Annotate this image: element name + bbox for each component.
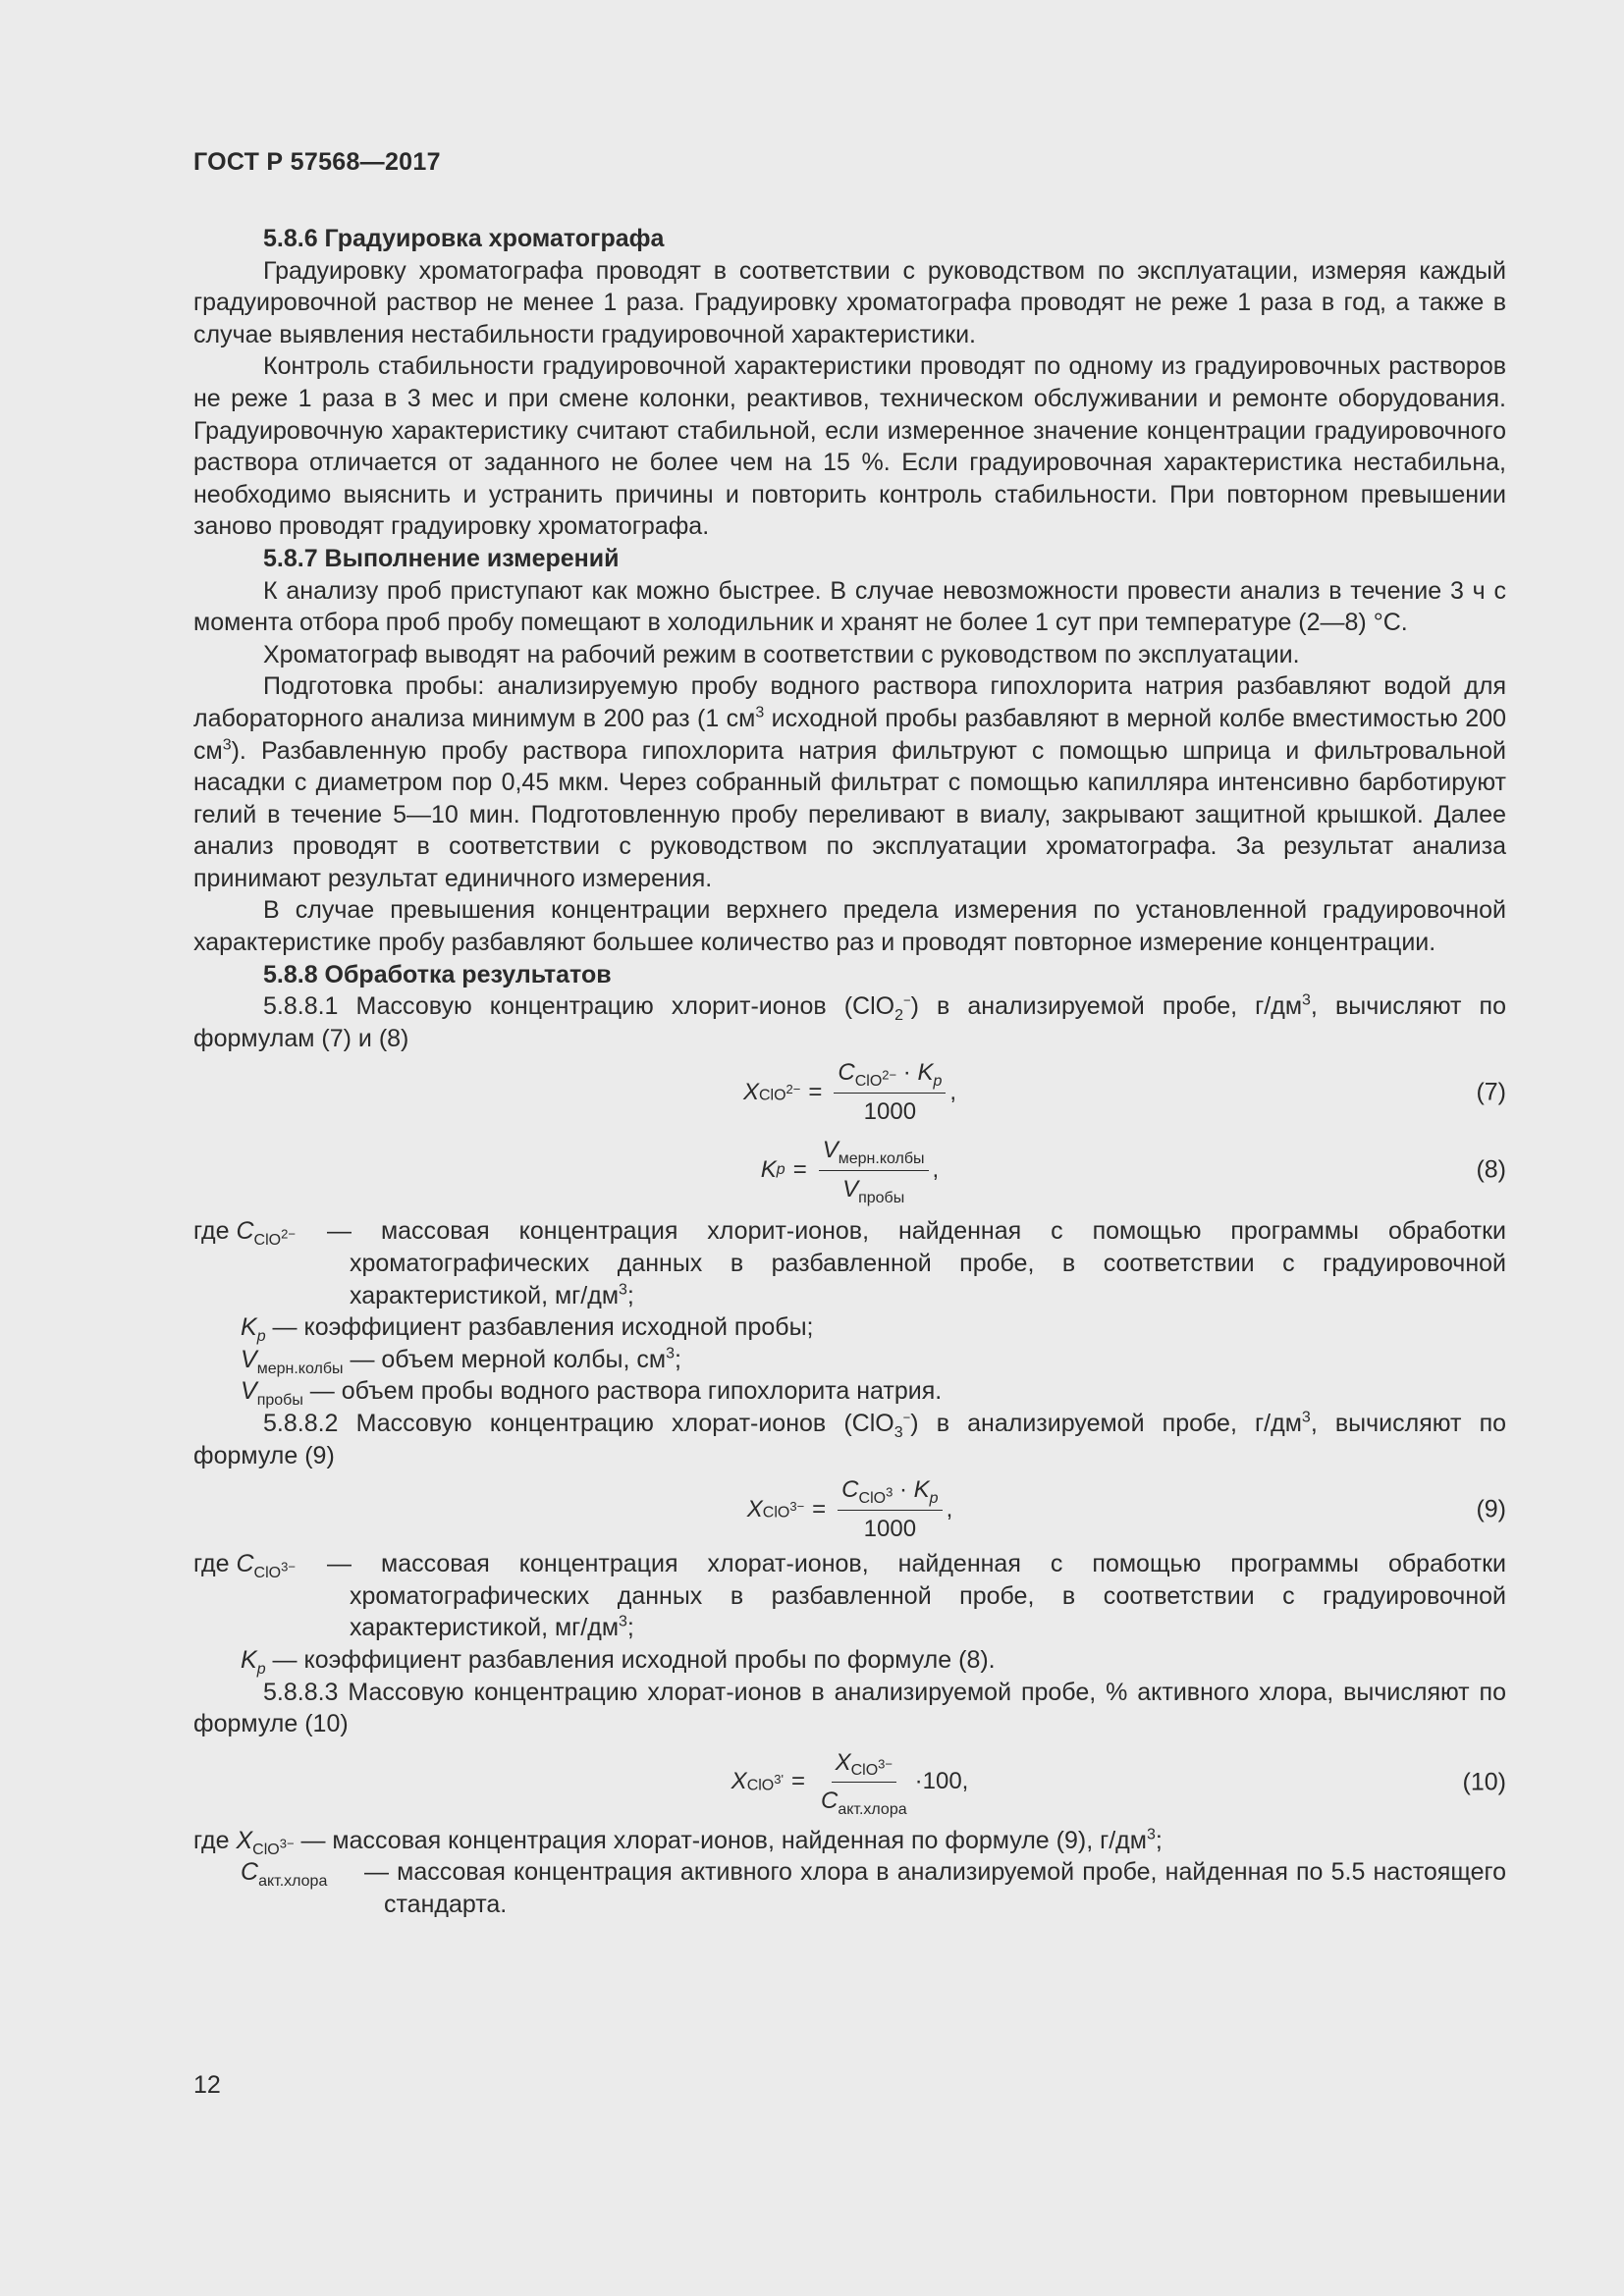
definition-v-flask: $V_{мерн.колбы}$ — объем мерной колбы, $см^3$;: [241, 1345, 681, 1377]
definition-kp: $K_p$ — коэффициент разбавления исходной пробы;: [241, 1313, 814, 1346]
formula-9: X ClO$_3$− = $\frac{C_{ClO_3} \cdot K_p}{1000}$ , (9): [193, 1471, 1506, 1548]
paragraph: Градуировку хроматографа проводят в соответствии с руководством по эксплуатации, измеряя каждый градуировочной раствор не менее 1 раза. Градуировку хроматографа проводят не реже 1 раза в год, а также в случае выявления нестабильности градуировочной характеристики.: [193, 256, 1506, 348]
equation-number: (7): [1476, 1079, 1506, 1107]
formula-10: X ClO$_3$' = $\frac{X_{ClO_3^-}}{C_{акт.хлора}}$ ·100, (10): [731, 1748, 1506, 1819]
equation-number: (10): [1462, 1768, 1506, 1796]
paragraph-5-8-8-3: 5.8.8.3 Массовую концентрацию хлорат-ионов в анализируемой пробе, % активного хлора, вычисляют по формуле (10): [193, 1678, 1506, 1738]
definition-c-clo3: где $C_{ClO_3^-}$ — массовая концентрация хлорат-ионов, найденная с помощью программы обработки хроматографических данных в разбавленной пробе, в соответствии с градуировочной характеристикой, $мг/дм^3$;: [193, 1550, 1506, 1642]
section-title-5-8-7: 5.8.7 Выполнение измерений: [263, 544, 620, 572]
paragraph-5-8-8-2: 5.8.8.2 Массовую концентрацию хлорат-ионов (ClO$_3$−) в анализируемой пробе, $г/дм^3$, вычисляют по формуле (9): [193, 1409, 1507, 1469]
document-body: [193, 223, 1506, 1921]
section-title-5-8-8: 5.8.8 Обработка результатов: [263, 960, 612, 988]
paragraph: Хроматограф выводят на рабочий режим в соответствии с руководством по эксплуатации.: [263, 640, 1300, 668]
formula-7: X ClO$_2$− = $\frac{C_{ClO_2^-} \cdot K_p}{1000}$ , (7): [193, 1054, 1506, 1131]
paragraph: К анализу проб приступают как можно быстрее. В случае невозможности провести анализ в течение 3 ч с момента отбора проб пробу помещают в холодильник и хранят не более 1 сут при температуре (2—8) °С.: [193, 576, 1506, 637]
fraction: $\frac{C_{ClO_3} \cdot K_p}{1000}$: [838, 1474, 942, 1545]
definition-kp-2: $K_p$ — коэффициент разбавления исходной пробы по формуле (8).: [241, 1645, 996, 1678]
fraction: $\frac{V_{мерн.колбы}}{V_{пробы}}$: [819, 1135, 929, 1205]
section-title-5-8-6: 5.8.6 Градуировка хроматографа: [263, 225, 665, 252]
paragraph-5-8-8-1: 5.8.8.1 Массовую концентрацию хлорит-ионов (ClO$_2$−) в анализируемой пробе, $г/дм^3$, вычисляют по формулам (7) и (8): [193, 991, 1506, 1052]
definition-c-clo2: где $C_{ClO_2^-}$ — массовая концентрация хлорит-ионов, найденная с помощью программы обработки хроматографических данных в разбавленной пробе, в соответствии с градуировочной характеристикой, $мг/дм^3$;: [193, 1217, 1506, 1309]
definition-c-active-chlorine: $C_{акт.хлора}$ — массовая концентрация активного хлора в анализируемой пробе, найденная по 5.5 настоящего стандарта.: [241, 1858, 1506, 1918]
formula-8: K p = $\frac{V_{мерн.колбы}}{V_{пробы}}$ , (8): [760, 1137, 1506, 1206]
fraction: $\frac{X_{ClO_3^-}}{C_{акт.хлора}}$: [820, 1748, 907, 1819]
paragraph-sample-prep: Подготовка пробы: анализируемую пробу водного раствора гипохлорита натрия разбавляют водой для лабораторного анализа минимум в 200 раз (1 $см^3$ исходной пробы разбавляют в мерной колбе вместимостью 200 $см^3$). Разбавленную пробу раствора гипохлорита натрия фильтруют с помощью шприца и фильтровальной насадки с диаметром пор 0,45 мкм. Через собранный фильтрат с помощью капилляра интенсивно барботируют гелий в течение 5—10 мин. Подготовленную пробу переливают в виалу, закрывают защитной крышкой. Далее анализ проводят в соответствии с руководством по эксплуатации хроматографа. За результат анализа принимают результат единичного измерения.: [193, 672, 1507, 892]
definition-v-sample: $V_{пробы}$ — объем пробы водного раствора гипохлорита натрия.: [241, 1377, 943, 1410]
equation-number: (8): [1476, 1156, 1506, 1185]
fraction: $\frac{C_{ClO_2^-} \cdot K_p}{1000}$: [834, 1057, 946, 1128]
page-number: 12: [193, 2071, 221, 2099]
document-header: ГОСТ Р 57568—2017: [193, 148, 441, 176]
paragraph: В случае превышения концентрации верхнего предела измерения по установленной градуировочной характеристике пробу разбавляют большее количество раз и проводят повторное измерение концентрации.: [193, 896, 1506, 957]
paragraph: Контроль стабильности градуировочной характеристики проводят по одному из градуировочных растворов не реже 1 раза в 3 мес и при смене колонки, реактивов, техническом обслуживании и ремонте оборудования. Градуировочную характеристику считают стабильной, если измеренное значение концентрации градуировочного раствора отличается от заданного не более чем на 15 %. Если градуировочная характеристика нестабильна, необходимо выяснить и устранить причины и повторить контроль стабильности. При повторном превышении заново проводят градуировку хроматографа.: [193, 352, 1506, 541]
definition-x-clo3: где $X_{ClO_3^-}$ — массовая концентрация хлорат-ионов, найденная по формуле (9), $г/дм^3$;: [193, 1826, 1163, 1858]
equation-number: (9): [1476, 1495, 1506, 1523]
